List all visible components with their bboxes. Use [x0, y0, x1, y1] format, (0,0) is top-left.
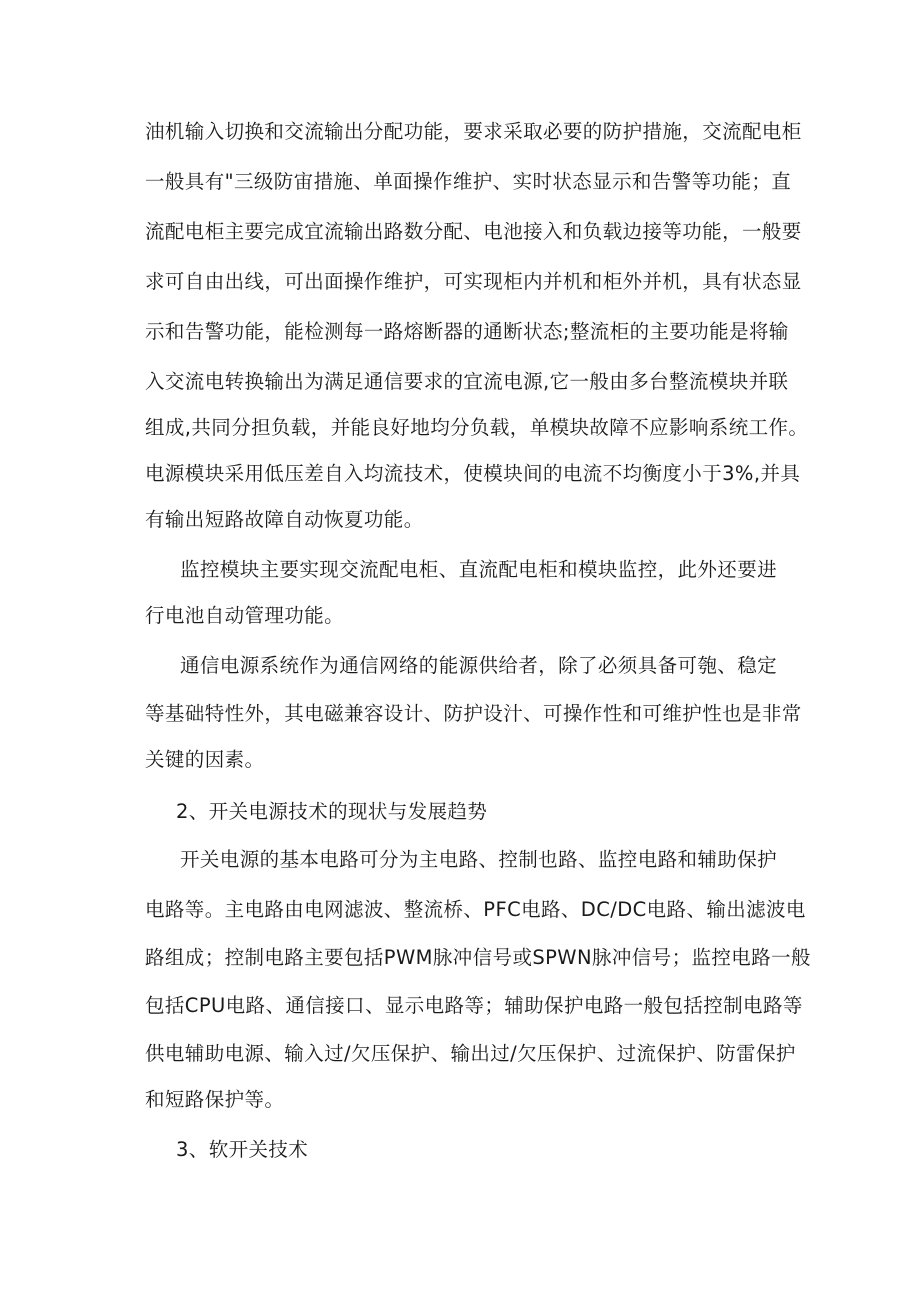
paragraph-line: 一般具有"三级防宙措施、单面操作维护、实时状态显示和告警等功能；直 [145, 170, 792, 193]
paragraph-line: 通信电源系统作为通信网络的能源供给者，除了必须具备可匏、稳定 [180, 654, 778, 677]
paragraph-line: 有输出短路故障自动恢夏功能。 [145, 508, 424, 531]
paragraph-line: 监控模块主要实现交流配电柜、直流配电柜和模块监控，此外还要进 [180, 558, 778, 581]
paragraph-line: 电路等。主电路由电网滤波、整流桥、PFC电路、DC/DC电路、输出滤波电 [145, 898, 806, 921]
section-heading: 2、开关电源技术的现状与发展趋势 [176, 800, 488, 823]
paragraph-line: 组成,共同分担负载，并能良好地均分负载，单模块故障不应影响系统工作。 [145, 416, 809, 439]
paragraph-line: 关键的因素。 [145, 748, 265, 771]
paragraph-line: 开关电源的基本电路可分为主电路、控制也路、监控电路和辅助保护 [180, 848, 778, 871]
paragraph-line: 供电辅助电源、输入过/欠压保护、输出过/欠压保护、过流保护、防雷保护 [145, 1042, 796, 1065]
paragraph-line: 路组成；控制电路主要包括PWM脉冲信号或SPWN脉冲信号；监控电路一般 [145, 946, 811, 969]
paragraph-line: 油机输入切换和交流输出分配功能，要求采取必要的防护措施，交流配电柜 [145, 120, 802, 143]
paragraph-line: 和短路保护等。 [145, 1088, 285, 1111]
paragraph-line: 求可自由出线，可出面操作维护，可实现柜内并机和柜外并机，具有状态显 [145, 270, 802, 293]
paragraph-line: 行电池自动管理功能。 [145, 604, 345, 627]
paragraph-line: 等基础特性外，其电磁兼容设计、防护设汁、可操作性和可维护性也是非常 [145, 702, 802, 725]
section-heading: 3、软开关技术 [176, 1138, 309, 1161]
paragraph-line: 包括CPU电路、通信接口、显示电路等；辅助保护电路一般包括控制电路等 [145, 994, 803, 1017]
paragraph-line: 流配电柜主要完成宜流输出路数分配、电池接入和负载边接等功能，一般要 [145, 220, 802, 243]
paragraph-line: 电源模块采用低压差自入均流技术，使模块间的电流不均衡度小于3%,并具 [145, 462, 801, 485]
paragraph-line: 入交流电转换输出为满足通信要求的宜流电源,它一般由多台整流模块并联 [145, 370, 789, 393]
paragraph-line: 示和告警功能，能检测每一路熔断器的通断状态;整流柜的主要功能是将输 [145, 320, 789, 343]
